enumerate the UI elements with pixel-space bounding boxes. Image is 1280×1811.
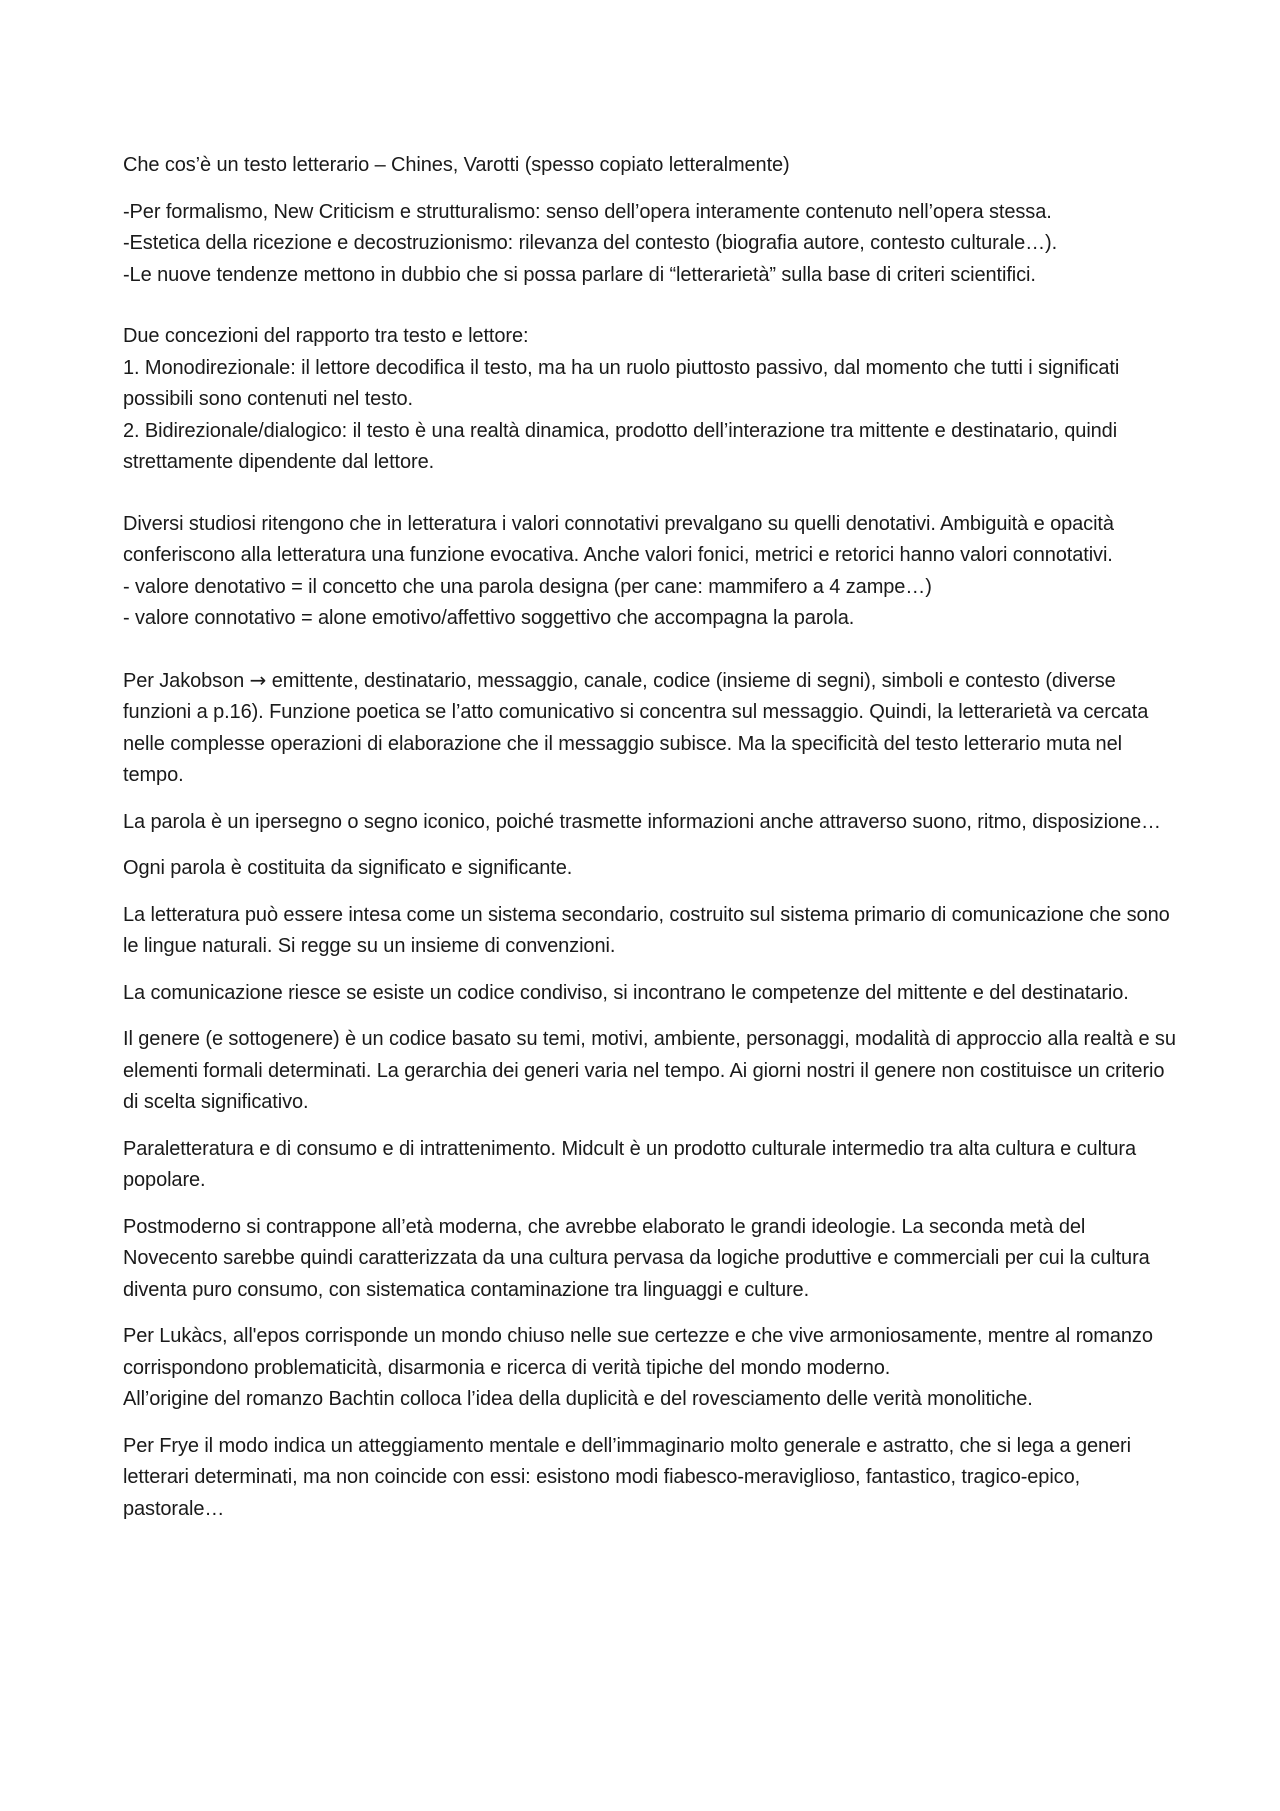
valore-connotativo: - valore connotativo = alone emotivo/affettivo soggettivo che accompagna la parola. bbox=[123, 607, 855, 629]
paragraph-frye: Per Frye il modo indica un atteggiamento mentale e dell’immaginario molto generale e astratto, che si lega a generi letterari determinati, ma non coincide con essi: esistono modi fiabesco-meraviglioso, fantastico, tragico-epico, pastorale… bbox=[123, 1434, 1131, 1520]
connotazione-block bbox=[123, 509, 1183, 635]
connotazione-paragraph: Diversi studiosi ritengono che in letteratura i valori connotativi prevalgano su quelli denotativi. Ambiguità e opacità conferiscono alla letteratura una funzione evocativa. Anche valori fonici, metrici e retorici hanno valori connotativi. bbox=[123, 512, 1114, 566]
document-page bbox=[123, 150, 1183, 1525]
intro-line-tendenze: -Le nuove tendenze mettono in dubbio che si possa parlare di “letterarietà” sulla base di criteri scientifici. bbox=[123, 263, 1036, 286]
document-title: Che cos’è un testo letterario – Chines, Varotti (spesso copiato letteralmente) bbox=[123, 154, 790, 176]
paragraph-ipersegno: La parola è un ipersegno o segno iconico, poiché trasmette informazioni anche attraverso suono, ritmo, disposizione… bbox=[123, 810, 1161, 833]
jakobson-prefix: Per Jakobson bbox=[123, 669, 245, 692]
jakobson-text: emittente, destinatario, messaggio, canale, codice (insieme di segni), simboli e contesto (diverse funzioni a p.16). Funzione poetica se l’atto comunicativo si concentra sul messaggio. Quindi, la letterarietà va cercata nelle complesse operazioni di elaborazione che il messaggio subisce. Ma la specificità del testo letterario muta nel tempo. bbox=[123, 669, 1149, 786]
lukacs-block bbox=[123, 1321, 1183, 1416]
paragraph-comunicazione: La comunicazione riesce se esiste un codice condiviso, si incontrano le competenze del mittente e del destinatario. bbox=[123, 981, 1129, 1004]
paragraph-postmoderno: Postmoderno si contrappone all’età moderna, che avrebbe elaborato le grandi ideologie. La seconda metà del Novecento sarebbe quindi caratterizzata da una cultura pervasa da logiche produttive e commerciali per cui la cultura diventa puro consumo, con sistematica contaminazione tra linguaggi e culture. bbox=[123, 1215, 1150, 1301]
lukacs-paragraph: Per Lukàcs, all'epos corrisponde un mondo chiuso nelle sue certezze e che vive armoniosamente, mentre al romanzo corrispondono problematicità, disarmonia e ricerca di verità tipiche del mondo moderno. bbox=[123, 1325, 1153, 1379]
intro-block bbox=[123, 197, 1183, 292]
bachtin-paragraph: All’origine del romanzo Bachtin colloca l’idea della duplicità e del rovesciamento delle verità monolitiche. bbox=[123, 1388, 1033, 1410]
paragraph-significato: Ogni parola è costituita da significato e significante. bbox=[123, 857, 573, 879]
concezioni-item-2: 2. Bidirezionale/dialogico: il testo è una realtà dinamica, prodotto dell’interazione tra mittente e destinatario, quindi strettamente dipendente dal lettore. bbox=[123, 419, 1118, 473]
concezioni-heading: Due concezioni del rapporto tra testo e lettore: bbox=[123, 325, 529, 347]
paragraph-paraletteratura: Paraletteratura e di consumo e di intrattenimento. Midcult è un prodotto culturale intermedio tra alta cultura e cultura popolare. bbox=[123, 1137, 1136, 1191]
intro-line-ricezione: -Estetica della ricezione e decostruzionismo: rilevanza del contesto (biografia autore, contesto culturale…). bbox=[123, 232, 1058, 254]
paragraph-genere: Il genere (e sottogenere) è un codice basato su temi, motivi, ambiente, personaggi, modalità di approccio alla realtà e su elementi formali determinati. La gerarchia dei generi varia nel tempo. Ai giorni nostri il genere non costituisce un criterio di scelta significativo. bbox=[123, 1028, 1176, 1113]
valore-denotativo: - valore denotativo = il concetto che una parola designa (per cane: mammifero a 4 zampe…) bbox=[123, 575, 932, 598]
intro-line-formalismo: -Per formalismo, New Criticism e strutturalismo: senso dell’opera interamente contenuto nell’opera stessa. bbox=[123, 200, 1052, 223]
paragraph-sistema-secondario: La letteratura può essere intesa come un sistema secondario, costruito sul sistema primario di comunicazione che sono le lingue naturali. Si regge su un insieme di convenzioni. bbox=[123, 903, 1170, 957]
jakobson-paragraph bbox=[123, 665, 1183, 792]
concezioni-item-1: 1. Monodirezionale: il lettore decodifica il testo, ma ha un ruolo piuttosto passivo, dal momento che tutti i significati possibili sono contenuti nel testo. bbox=[123, 356, 1120, 410]
arrow-right-icon: → bbox=[249, 667, 267, 692]
concezioni-block bbox=[123, 321, 1183, 479]
